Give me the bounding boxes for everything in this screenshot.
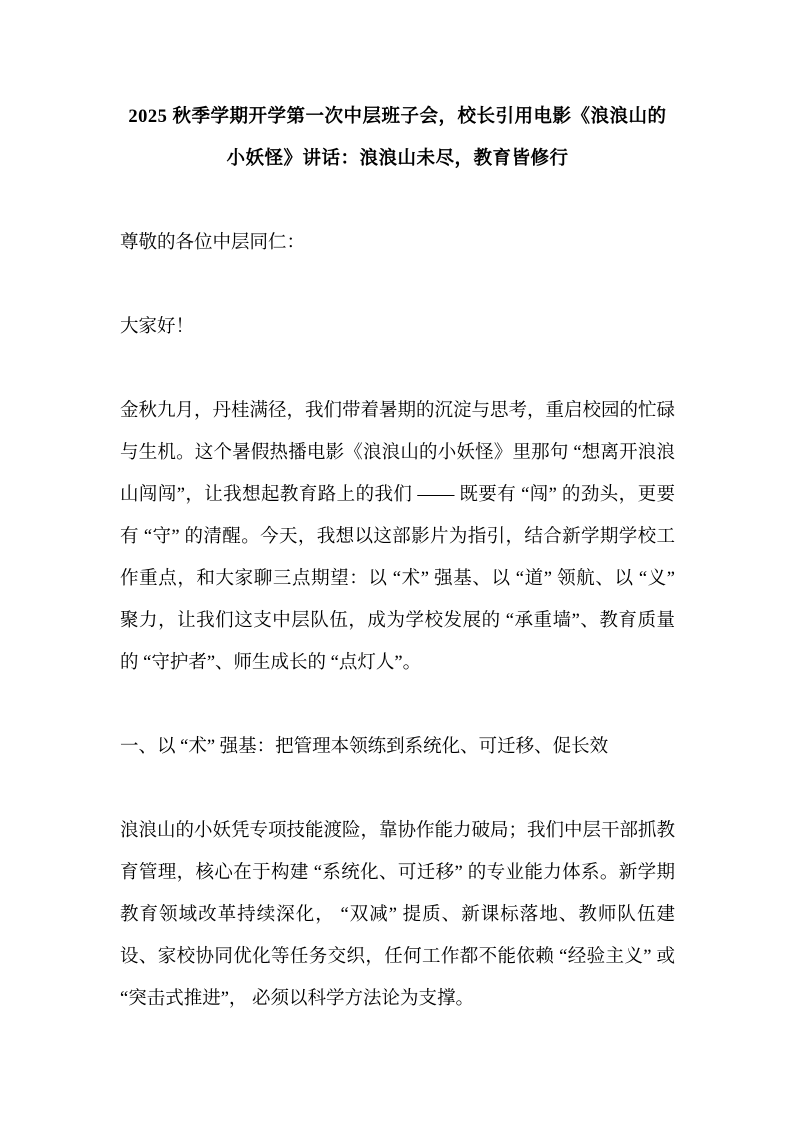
- salutation-line: 尊敬的各位中层同仁：: [120, 233, 306, 253]
- section1-paragraph: 浪浪山的小妖凭专项技能渡险，靠协作能力破局；我们中层干部抓教育管理，核心在于构建 “系统化、可迁移” 的专业能力体系。新学期教育领域改革持续深化， “双减” 提质、新课标落地、教师队伍建设、家校协同优化等任务交织，任何工作都不能依赖 “经验主义” 或 “突击式推进”， 必须以科学方法论为支撑。: [120, 821, 676, 1009]
- document-title: 2025 秋季学期开学第一次中层班子会，校长引用电影《浪浪山的小妖怪》讲话：浪浪山未尽，教育皆修行: [128, 107, 667, 169]
- intro-paragraph: 金秋九月，丹桂满径，我们带着暑期的沉淀与思考，重启校园的忙碌与生机。这个暑假热播电影《浪浪山的小妖怪》里那句 “想离开浪浪山闯闯”，让我想起教育路上的我们 —— 既要有 “闯” 的劲头，更要有 “守” 的清醒。今天，我想以这部影片为指引，结合新学期学校工作重点，和大家聊三点期望：以 “术” 强基、以 “道” 领航、以 “义” 聚力，让我们这支中层队伍，成为学校发展的 “承重墙”、教育质量的 “守护者”、师生成长的 “点灯人”。: [120, 401, 676, 673]
- section1-heading: 一、以 “术” 强基：把管理本领练到系统化、可迁移、促长效: [120, 737, 609, 757]
- greeting-line: 大家好！: [120, 317, 195, 337]
